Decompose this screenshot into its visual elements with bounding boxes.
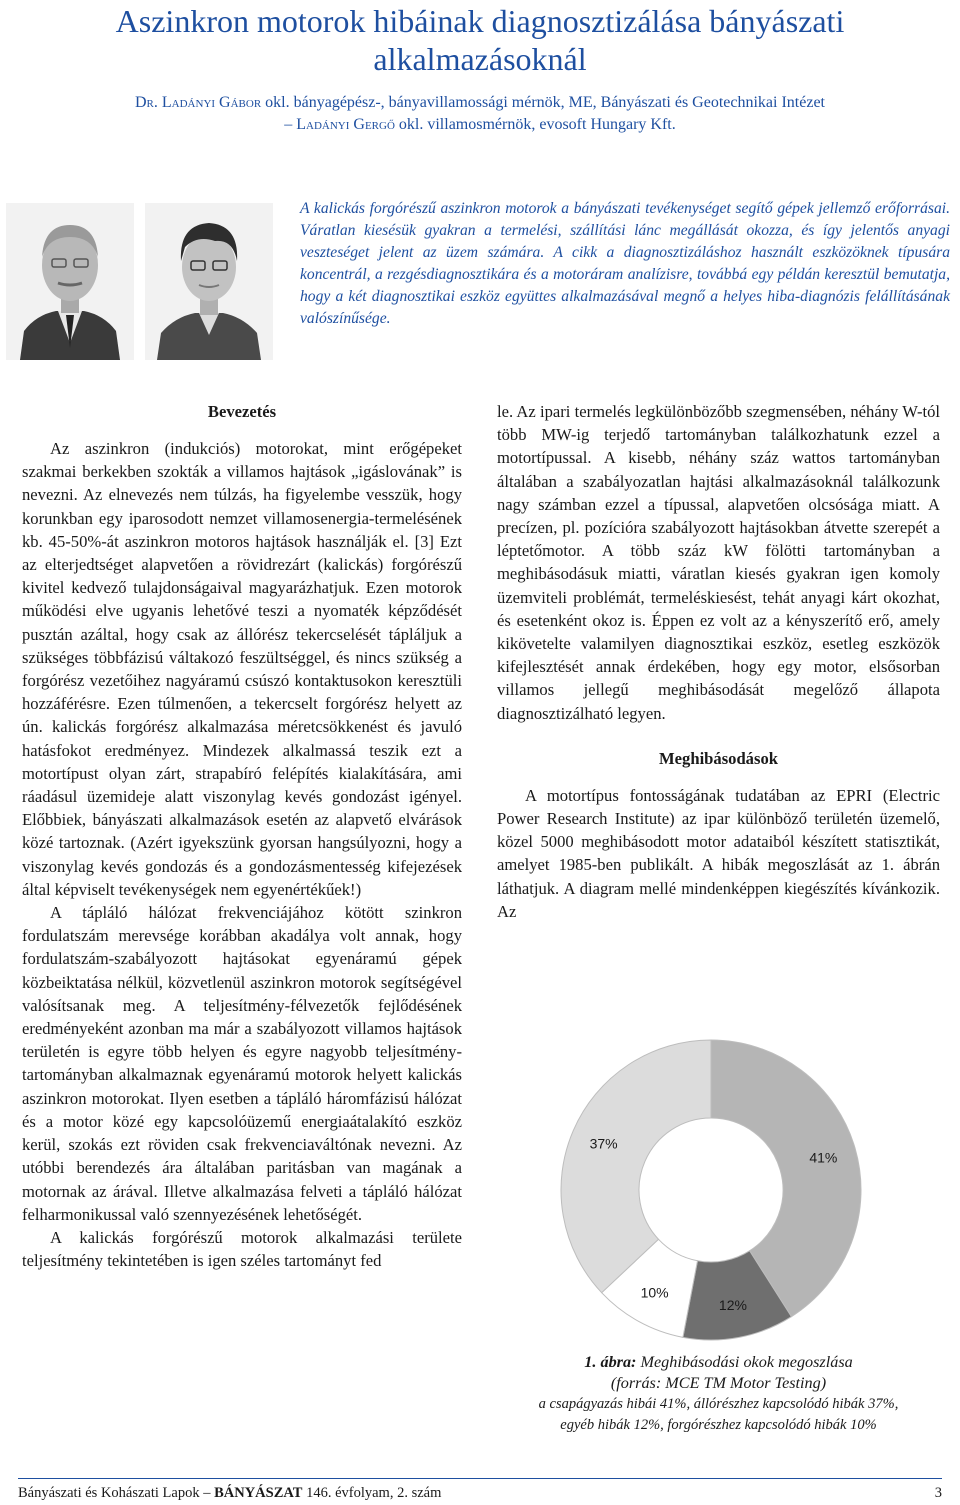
page-number: 3	[934, 1485, 942, 1501]
title-line-2: alkalmazásoknál	[373, 41, 587, 77]
caption-detail: egyéb hibák 12%, forgórészhez kapcsolódó hibák 10%	[560, 1417, 877, 1433]
author-line	[0, 92, 960, 114]
paragraph: Az aszinkron (indukciós) motorokat, mint erőgépeket szakmai berkekben szokták a villamos hajtások „igáslovának” is nevezni. Az elnevezés nem túlzás, ha figyelembe vesszük, hogy korunkban egy iparosodott nemzet villamosenergia-termelésének kb. 45-50%-át aszinkron motoros hajtások használják el. [3] Ezt az elterjedtséget alapvetően a rövidrezárt (kalickás) forgórészű kivitel kedvező tulajdonságaival magyarázhatjuk. Ezen motorok működési elve ugyanis lehetővé teszi a nyomaték képződését pusztán azáltal, hogy csak az állórész tekercselését tápláljuk a szükséges többfázisú váltakozó feszültséggel, és nincs szükség a forgórész vezetőihez nagyáramú csúszó kontaktusokon keresztüli hozzáférésre. Ezen túlmenően, a tekercselt forgórész helyett az ún. kalickás forgórész alkalmazása méretcsökkenést és javuló hatásfokot eredményez. Mindezek alkalmassá teszik ezt a motortípust olyan zárt, strapabíró felépítés kialakítására, ami ráadásul üzemideje alatt viszonylag kevés gondozást igényel. Előbbiek, bányászati alkalmazások esetén az alapvető elvárások közé tartoznak. (Azért igyekszünk gyorsan hangsúlyozni, hogy a viszonylag kevés gondozás és a gondozásmentesség kifejezések által képviselt tevékenységek nem egyenértékűek!)	[22, 439, 462, 899]
caption-text: Meghibásodási okok megoszlása	[636, 1353, 853, 1371]
paragraph: A tápláló hálózat frekvenciájához kötött szinkron fordulatszám merevsége korábban akadálya volt annak, hogy fordulatszám-szabályozott hajtásokat egyenáramú gépek közbeiktatása nélkül, közvetlenül aszinkron motorok segítségével valósítsanak meg. A teljesítmény-félvezetők fejlődésének eredményeként azonban ma már a szabályozott villamos hajtások területén is egyre több helyen és egyre nagyobb teljesítmény-tartományban alkalmaznak egyenáramú motorok helyett kalickás aszinkron motorokat. Ilyen esetben a tápláló háromfázisú hálózat és a motor közé egy kapcsolóüzemű energiaátalakító eszköz kerül, szokás ezt röviden csak frekvenciaváltónak nevezni. Az utóbbi berendezés ára általában paritásban van magának a motornak az árával. Illetve alkalmazása felveti a tápláló hálózat felharmonikussal való szennyezésének lehetőségét.	[22, 903, 462, 1224]
author-description: okl. bányagépész-, bányavillamossági mérnök, ME, Bányászati és Geotechnikai Intézet	[261, 94, 825, 111]
author-name: Ladányi Gergő	[296, 116, 395, 133]
donut-slice-label: 41%	[809, 1149, 838, 1166]
abstract: A kalickás forgórészű aszinkron motorok a bányászati tevékenységet segítő gépek jellemző erőforrásai. Váratlan kiesésük gyakran a termelési, szállítási lánc megállását okozza, és így jelentős anyagi veszteséget jelent az üzem számára. A cikk a diagnosztizáláshoz használt eszközöknek típusára koncentrál, a rezgésdiagnosztikára és a motoráram analízisre, továbbá egy példán keresztül bemutatja, hogy a két diagnosztikai eszköz együttes alkalmazásával megnő a helyes hiba-diagnózis felállításának valószínűsége.	[300, 200, 950, 327]
donut-slice	[561, 1040, 711, 1293]
failure-distribution-donut-chart	[497, 1020, 940, 1350]
author-list	[0, 92, 960, 136]
author-photo-ladanyi-gabor	[6, 203, 134, 360]
paragraph: le. Az ipari termelés legkülönbözőbb szegmensében, néhány W-tól több MW-ig terjedő tartományban találkozhatunk ezzel a motortípussal. A kisebb, néhány száz wattos tartományban általában a szabályozatlan hajtási alkalmazásoknál találkozunk nagy számban ezzel a típussal, alapvetően olcsósága miatt. A precízen, pl. pozícióra szabályozott hajtásokban átvette szerepét a léptetőmotor. A több száz kW fölötti tartományban a meghibásodásuk miatti, váratlan kiesés gyakran igen komoly üzemviteli problémát, termeléskiesést, tehát anyagi kárt okozhat, és esetenként okoz is. Éppen ez volt az a kényszerítő erő, amely kikövetelte valamilyen diagnosztikai eszköz, esetleg eszközök kifejlesztését annak érdekében, hogy egy motor, elsősorban villamos jellegű meghibásodását megelőző állapota diagnosztizálható legyen.	[497, 402, 940, 723]
paragraph: A motortípus fontosságának tudatában az EPRI (Electric Power Research Institute) az ipar különböző területén üzemelő, közel 5000 meghibásodott motor adataiból készített statisztikát, amelyet 1985-ben publikált. A hibák megoszlását az 1. ábrán láthatjuk. A diagram mellé mindenképpen kiegészítés kívánkozik. Az	[497, 785, 940, 921]
journal-issue: 146. évfolyam, 2. szám	[302, 1485, 442, 1501]
donut-slice-label: 10%	[640, 1284, 669, 1301]
title-line-1: Aszinkron motorok hibáinak diagnosztizálása bányászati	[115, 3, 845, 39]
author-photo-ladanyi-gergo	[145, 203, 273, 360]
footer-divider	[18, 1478, 942, 1479]
caption-detail: a csapágyazás hibái 41%, állórészhez kapcsolódó hibák 37%,	[538, 1396, 899, 1412]
article-title	[0, 2, 960, 78]
journal-section: BÁNYÁSZAT	[214, 1485, 303, 1501]
paragraph: A kalickás forgórészű motorok alkalmazási területe teljesítmény tekintetében is igen széles tartományt fed	[22, 1227, 462, 1271]
figure-caption	[497, 1352, 940, 1436]
author-line	[0, 114, 960, 136]
caption-source: (forrás: MCE TM Motor Testing)	[610, 1374, 827, 1392]
right-column	[497, 400, 940, 923]
caption-title	[497, 1352, 940, 1373]
author-name: Dr. Ladányi Gábor	[135, 94, 262, 111]
section-heading-meghibasodasok: Meghibásodások	[659, 748, 778, 768]
footer-journal	[18, 1484, 441, 1502]
donut-slice-label: 12%	[718, 1296, 747, 1313]
donut-slice-label: 37%	[589, 1135, 618, 1152]
author-dash: –	[284, 116, 297, 133]
journal-name: Bányászati és Kohászati Lapok –	[18, 1485, 215, 1501]
left-column	[22, 400, 462, 1272]
caption-number: 1. ábra:	[584, 1353, 637, 1371]
author-description: okl. villamosmérnök, evosoft Hungary Kft.	[394, 116, 676, 133]
section-heading-bevezetes: Bevezetés	[207, 402, 277, 421]
